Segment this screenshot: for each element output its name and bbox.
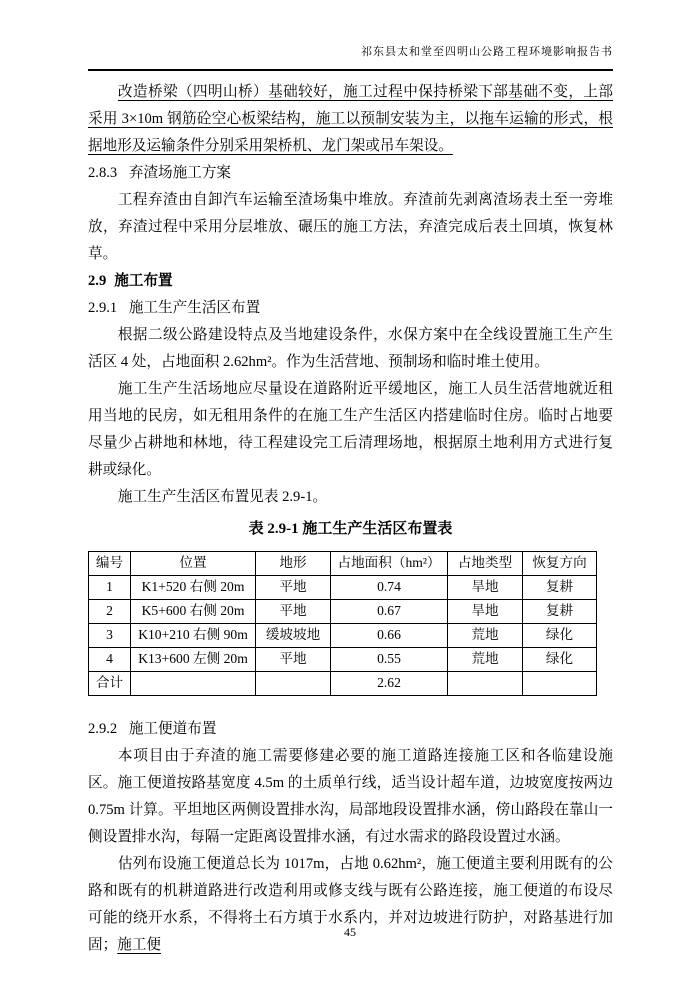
table-cell [448, 672, 523, 696]
underlined-continuation-text: 施工便 [117, 937, 161, 953]
section-heading-2-9-1 [88, 295, 613, 322]
paragraph-camp-details: 施工生产生活场地应尽量设在道路附近平缓地区，施工人员生活营地就近租用当地的民房，如无租用条件的在施工生产生活区内搭建临时住房。临时占地要尽量少占耕地和林地，待工程建设完工后清理场地，根据原土地利用方式进行复耕或绿化。 [88, 381, 613, 478]
table-cell: 0.67 [331, 600, 448, 624]
table-cell: 0.74 [331, 576, 448, 600]
table-cell: 合计 [89, 672, 131, 696]
paragraph-bridge-construction: 改造桥梁（四明山桥）基础较好，施工过程中保持桥梁下部基础不变，上部采用 3×10m 钢筋砼空心板梁结构，施工以预制安装为主，以拖车运输的形式，根据地形及运输条件分别采用架桥机、龙门架或吊车架设。 [88, 84, 613, 154]
table-cell: 2 [89, 600, 131, 624]
column-header: 占地面积（hm²） [331, 552, 448, 576]
section-heading-2-8-3 [88, 160, 613, 187]
report-header [88, 44, 613, 71]
column-header: 位置 [131, 552, 256, 576]
section-heading-2-9-2 [88, 716, 613, 743]
table-cell: K13+600 左侧 20m [131, 648, 256, 672]
table-cell: 绿化 [523, 624, 597, 648]
section-number: 2.9.2 [88, 721, 118, 737]
table-cell: 复耕 [523, 600, 597, 624]
paragraph-camp-overview: 根据二级公路建设特点及当地建设条件，水保方案中在全线设置施工生产生活区 4 处，占地面积 2.62hm²。作为生活营地、预制场和临时堆土使用。 [88, 327, 613, 370]
table-total-row [89, 672, 597, 696]
table-row [89, 576, 597, 600]
table-cell: 平地 [256, 648, 331, 672]
table-cell: 2.62 [331, 672, 448, 696]
table-row [89, 648, 597, 672]
report-title: 祁东县太和堂至四明山公路工程环境影响报告书 [361, 46, 613, 58]
table-cell [523, 672, 597, 696]
table-cell: 荒地 [448, 648, 523, 672]
table-cell: 1 [89, 576, 131, 600]
section-number: 2.9.1 [88, 300, 118, 316]
paragraph-main-text: 估列布设施工便道总长为 1017m，占地 0.62hm²，施工便道主要利用既有的公路和既有的机耕道路进行改造利用或修支线与既有公路连接，施工便道的布设尽可能的绕开水系，不得将土石方填于水系内，并对边坡进行防护，对路基进行加固； [88, 856, 613, 953]
table-cell: 0.66 [331, 624, 448, 648]
table-cell: 旱地 [448, 600, 523, 624]
table-cell: 绿化 [523, 648, 597, 672]
section-title: 弃渣场施工方案 [128, 165, 232, 181]
section-title: 施工便道布置 [128, 721, 217, 737]
table-row [89, 600, 597, 624]
table-row [89, 624, 597, 648]
table-cell [256, 672, 331, 696]
page-number: 45 [344, 925, 356, 939]
column-header: 地形 [256, 552, 331, 576]
table-cell: 缓坡坡地 [256, 624, 331, 648]
section-title: 施工生产生活区布置 [128, 300, 261, 316]
paragraph-access-road-details [88, 851, 613, 959]
table-cell: K10+210 右侧 90m [131, 624, 256, 648]
column-header: 恢复方向 [523, 552, 597, 576]
table-cell: 复耕 [523, 576, 597, 600]
table-caption: 表 2.9-1 施工生产生活区布置表 [248, 521, 453, 537]
section-number: 2.9 [88, 273, 107, 289]
paragraph-access-road-overview: 本项目由于弃渣的施工需要修建必要的施工道路连接施工区和各临建设施区。施工便道按路基宽度 4.5m 的土质单行线，适当设计超车道，边坡宽度按两边 0.75m 计算。平坦地区两侧设置排水沟，局部地段设置排水涵，傍山路段在靠山一侧设置排水沟，每隔一定距离设置排水涵，有过水需求的路段设置过水涵。 [88, 748, 613, 845]
section-title: 施工布置 [114, 273, 173, 289]
table-cell: 4 [89, 648, 131, 672]
table-cell: 平地 [256, 600, 331, 624]
table-cell: 3 [89, 624, 131, 648]
camp-layout-table [88, 551, 597, 696]
table-header-row [89, 552, 597, 576]
paragraph-spoil-disposal: 工程弃渣由自卸汽车运输至渣场集中堆放。弃渣前先剥离渣场表土至一旁堆放，弃渣过程中采用分层堆放、碾压的施工方法，弃渣完成后表土回填，恢复林草。 [88, 192, 613, 262]
document-body [88, 71, 613, 959]
table-cell: 平地 [256, 576, 331, 600]
table-cell: K1+520 右侧 20m [131, 576, 256, 600]
table-cell: 荒地 [448, 624, 523, 648]
paragraph-table-reference: 施工生产生活区布置见表 2.9-1。 [117, 489, 328, 505]
column-header: 编号 [89, 552, 131, 576]
column-header: 占地类型 [448, 552, 523, 576]
section-heading-2-9 [88, 268, 613, 295]
table-cell: 0.55 [331, 648, 448, 672]
table-cell: K5+600 右侧 20m [131, 600, 256, 624]
section-number: 2.8.3 [88, 165, 118, 181]
table-cell [131, 672, 256, 696]
table-cell: 旱地 [448, 576, 523, 600]
